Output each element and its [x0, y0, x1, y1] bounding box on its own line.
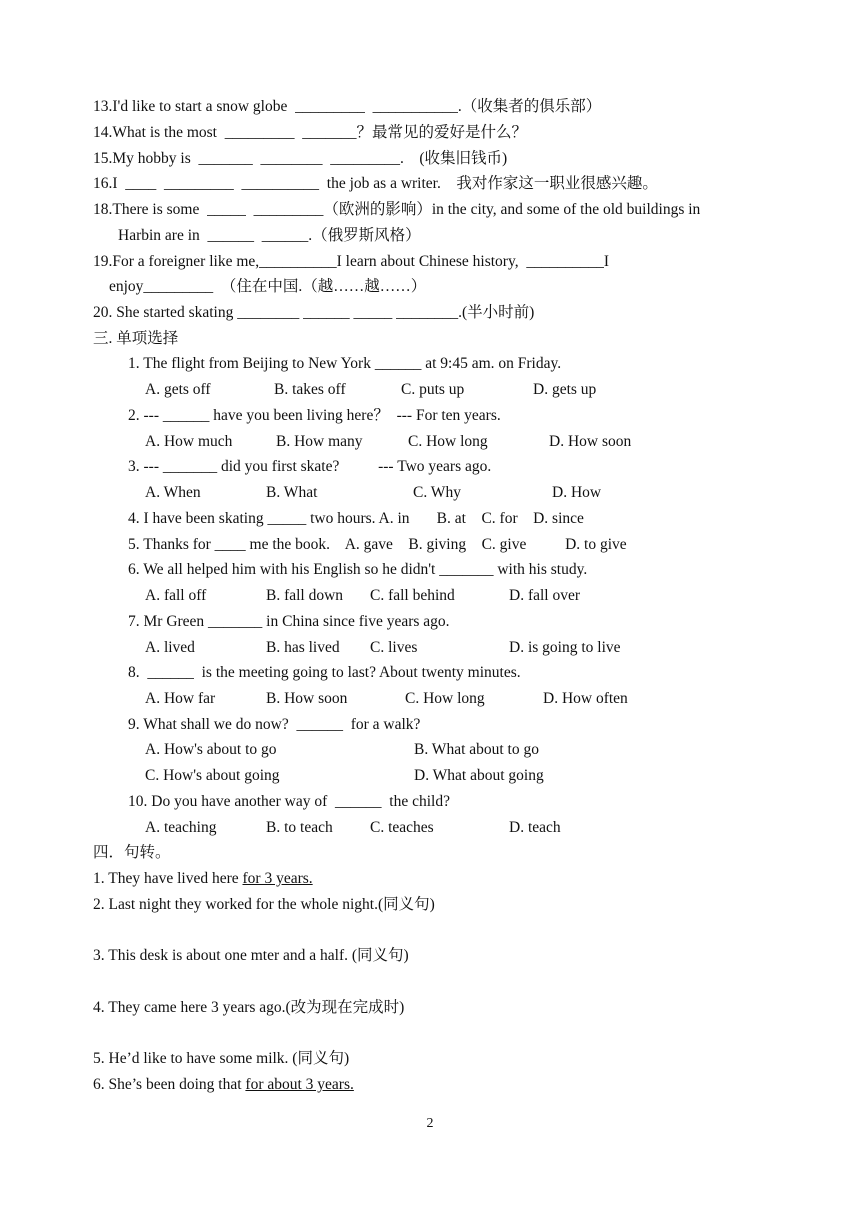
mc-option: B. What	[266, 484, 318, 501]
mc-option: B. How many	[276, 433, 363, 450]
question-13: 13.I'd like to start a snow globe _________ ___________.（收集者的俱乐部）	[93, 98, 602, 115]
mc-option: C. How long	[405, 690, 485, 707]
mc-option: C. fall behind	[370, 587, 455, 604]
question-18-line1: 18.There is some _____ _________（欧洲的影响）in the city, and some of the old buildings in	[93, 201, 701, 218]
page-number: 2	[426, 1116, 434, 1131]
mc-option: A. How much	[145, 433, 233, 450]
mc-option: A. When	[145, 484, 201, 501]
transform-sentence-4: 4. They came here 3 years ago.(改为现在完成时)	[93, 999, 405, 1016]
mc-question-stem: 9. What shall we do now? ______ for a walk?	[128, 716, 421, 733]
mc-question-stem: 3. --- _______ did you first skate? --- Two years ago.	[128, 458, 492, 475]
mc-question-stem: 2. --- ______ have you been living here？ --- For ten years.	[128, 407, 501, 424]
mc-option: C. Why	[413, 484, 461, 501]
transform-sentence-5: 5. He’d like to have some milk. (同义句)	[93, 1050, 350, 1067]
mc-question-stem: 8. ______ is the meeting going to last? About twenty minutes.	[128, 664, 521, 681]
mc-option: A. fall off	[145, 587, 207, 604]
mc-option: D. teach	[509, 819, 561, 836]
mc-question-stem: 1. The flight from Beijing to New York ______ at 9:45 am. on Friday.	[128, 355, 562, 372]
mc-option: B. How soon	[266, 690, 348, 707]
transform-sentence-3: 3. This desk is about one mter and a half. (同义句)	[93, 947, 409, 964]
mc-option: C. lives	[370, 639, 418, 656]
sentence-text: 1. They have lived here	[93, 870, 243, 887]
transform-sentence-1	[93, 870, 313, 888]
mc-option: D. What about going	[414, 767, 544, 784]
mc-option: A. How's about to go	[145, 741, 277, 758]
mc-option: D. gets up	[533, 381, 597, 398]
mc-option: A. gets off	[145, 381, 211, 398]
mc-option: B. takes off	[274, 381, 346, 398]
mc-option: B. fall down	[266, 587, 344, 604]
mc-option: A. lived	[145, 639, 195, 656]
mc-option: B. has lived	[266, 639, 340, 656]
mc-option: C. How's about going	[145, 767, 280, 784]
mc-option: C. teaches	[370, 819, 434, 836]
question-20: 20. She started skating ________ ______ _____ ________.(半小时前)	[93, 304, 535, 321]
mc-option: C. How long	[408, 433, 488, 450]
section-4-heading: 四．句转。	[93, 844, 171, 861]
mc-option: D. fall over	[509, 587, 581, 604]
underlined-phrase: for 3 years.	[242, 870, 313, 887]
question-14: 14.What is the most _________ _______？最常见的爱好是什么？	[93, 124, 527, 141]
question-18-line2: Harbin are in ______ ______.（俄罗斯风格）	[118, 227, 421, 244]
mc-option: D. How often	[543, 690, 628, 707]
question-19-line1: 19.For a foreigner like me,__________I learn about Chinese history, __________I	[93, 253, 609, 270]
mc-question-stem: 4. I have been skating _____ two hours. A. in B. at C. for D. since	[128, 510, 584, 527]
section-3-heading: 三. 单项选择	[93, 330, 179, 347]
mc-question-stem: 5. Thanks for ____ me the book. A. gave B. giving C. give D. to give	[128, 536, 627, 553]
question-15: 15.My hobby is _______ ________ _________. (收集旧钱币)	[93, 150, 508, 167]
mc-question-stem: 10. Do you have another way of ______ the child?	[128, 793, 450, 810]
mc-option: D. is going to live	[509, 639, 621, 656]
sentence-text: 6. She’s been doing that	[93, 1076, 246, 1093]
mc-question-stem: 6. We all helped him with his English so he didn't _______ with his study.	[128, 561, 588, 578]
transform-sentence-6	[93, 1076, 354, 1094]
transform-sentence-2: 2. Last night they worked for the whole night.(同义句)	[93, 896, 435, 913]
mc-option: A. teaching	[145, 819, 217, 836]
mc-option: A. How far	[145, 690, 216, 707]
mc-option: D. How	[552, 484, 602, 501]
mc-question-stem: 7. Mr Green _______ in China since five years ago.	[128, 613, 450, 630]
mc-option: C. puts up	[401, 381, 465, 398]
question-19-line2: enjoy_________ （住在中国.（越……越……）	[109, 278, 427, 295]
mc-option: B. What about to go	[414, 741, 539, 758]
mc-option: B. to teach	[266, 819, 333, 836]
mc-option: D. How soon	[549, 433, 632, 450]
question-16: 16.I ____ _________ __________ the job as a writer. 我对作家这一职业很感兴趣。	[93, 175, 658, 192]
underlined-phrase: for about 3 years.	[245, 1076, 354, 1093]
